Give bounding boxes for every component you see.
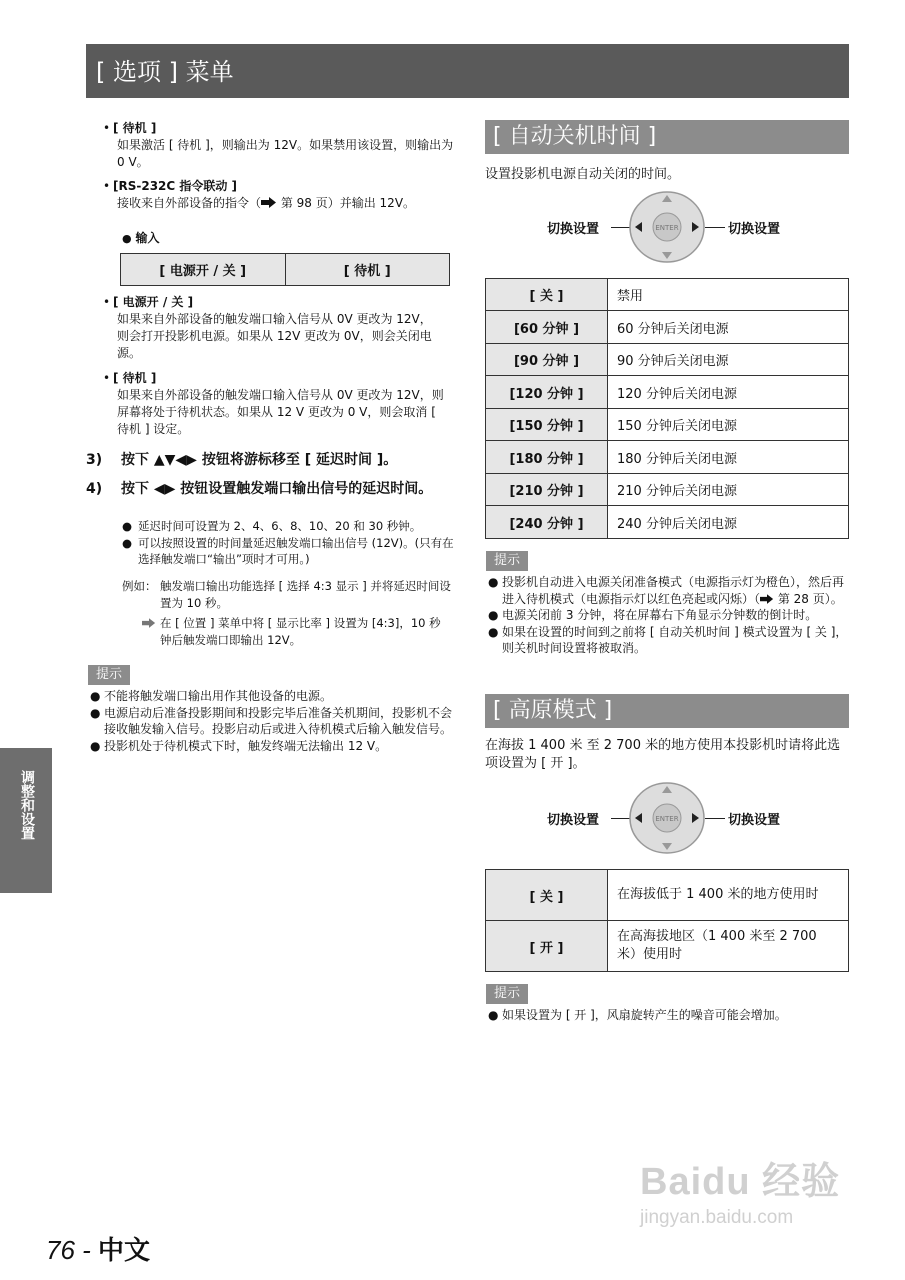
switch-setting-left: 切换设置 xyxy=(547,222,600,237)
switch-setting-left: 切换设置 xyxy=(547,813,600,828)
step4-bullet: 可以按照设置的时间量延迟触发端口输出信号 (12V)。(只有在选择触发端口“输出”项时才可用。) xyxy=(138,535,454,566)
step4-bullets: ● 延迟时间可设置为 2、4、6、8、10、20 和 30 秒钟。 ● 可以按照设置的时间量延迟触发端口输出信号 (12V)。(只有在选择触发端口“输出”项时才可用。) xyxy=(122,519,454,566)
auto-off-title: [ 自动关机时间 ] xyxy=(485,120,849,154)
standby-item: • [ 待机 ] 如果激活 [ 待机 ]，则输出为 12V。如果禁用该设置，则输出为 0 V。 xyxy=(103,120,458,171)
standby2-item: • [ 待机 ] 如果来自外部设备的触发端口输入信号从 0V 更改为 12V，则屏幕将处于待机状态。如果从 12 V 更改为 0 V，则会取消 [ 待机 ] 设定。 xyxy=(103,370,458,438)
switch-setting-right: 切换设置 xyxy=(728,813,781,828)
input-table xyxy=(120,253,450,286)
rs232c-text-b: 第 98 页）并输出 12V。 xyxy=(277,196,416,210)
enter-label: ENTER xyxy=(655,224,679,232)
hint-item: ● 投影机自动进入电源关闭准备模式（电源指示灯为橙色），然后再进入待机模式（电源指示灯以红色亮起或闪烁）（ 第 28 页）。 xyxy=(488,575,845,606)
high-alt-table xyxy=(485,869,849,972)
standby2-text: 如果来自外部设备的触发端口输入信号从 0V 更改为 12V，则屏幕将处于待机状态。如果从 12 V 更改为 0 V，则会取消 [ 待机 ] 设定。 xyxy=(117,388,444,436)
switch-setting-right: 切换设置 xyxy=(728,222,781,237)
hint-list-auto-off xyxy=(486,574,848,657)
table-row: [120 分钟 ] 120 分钟后关闭电源 xyxy=(486,376,849,409)
rs232c-item: • [RS-232C 指令联动 ] 接收来自外部设备的指令（ 第 98 页）并输出 12V。 xyxy=(103,179,416,210)
page-title: [ 选项 ] 菜单 xyxy=(96,58,234,86)
hint-item: ● 电源启动后准备投影期间和投影完毕后准备关机期间，投影机不会接收触发输入信号。投影启动后或进入待机模式后输入触发信号。 xyxy=(90,705,453,736)
hint-label-left: 提示 xyxy=(88,665,130,685)
example-block xyxy=(122,578,458,648)
step-4: 4) 按下 ◀▶ 按钮设置触发端口输出信号的延迟时间。 xyxy=(86,481,433,497)
power-onoff-text: 如果来自外部设备的触发端口输入信号从 0V 更改为 12V，则会打开投影机电源。如果从 12V 更改为 0V，则会关闭电源。 xyxy=(117,312,432,360)
side-tab-label: 调整和设置 xyxy=(19,770,35,840)
watermark-brand: Baidu 经验 xyxy=(640,1161,841,1203)
table-row: [60 分钟 ] 60 分钟后关闭电源 xyxy=(486,311,849,344)
high-alt-desc: 在海拔 1 400 米 至 2 700 米的地方使用本投影机时请将此选项设置为 [ 开 ]。 xyxy=(485,738,841,771)
hint-item: ● 如果在设置的时间到之前将 [ 自动关机时间 ] 模式设置为 [ 关 ]，则关机时间设置将被取消。 xyxy=(488,624,848,655)
auto-off-desc: 设置投影机电源自动关闭的时间。 xyxy=(485,167,681,182)
example-note: 在 [ 位置 ] 菜单中将 [ 显示比率 ] 设置为 [4:3]，10 秒钟后触发端口即输出 12V。 xyxy=(160,616,441,647)
step-3: 3) 按下 ▲▼◀▶ 按钮将游标移至 [ 延迟时间 ]。 xyxy=(86,452,398,468)
table-row: [ 关 ] 禁用 xyxy=(486,279,849,311)
table-row: [150 分钟 ] 150 分钟后关闭电源 xyxy=(486,409,849,441)
high-alt-dpad xyxy=(485,777,849,859)
table-row: [ 开 ] 在高海拔地区（1 400 米至 2 700 米）使用时 xyxy=(486,921,849,972)
connector-line xyxy=(705,227,725,228)
arrow-right-icon xyxy=(261,197,277,208)
table-row: [180 分钟 ] 180 分钟后关闭电源 xyxy=(486,441,849,474)
example-prefix: 例如： xyxy=(122,579,157,593)
dpad-icon xyxy=(627,189,707,265)
hint-list-high-alt xyxy=(486,1007,848,1024)
table-row: [210 分钟 ] 210 分钟后关闭电源 xyxy=(486,474,849,506)
hint-item: ● 如果设置为 [ 开 ]，风扇旋转产生的噪音可能会增加。 xyxy=(488,1008,787,1022)
auto-off-table xyxy=(485,278,849,539)
enter-label: ENTER xyxy=(655,815,679,823)
table-row: [240 分钟 ] 240 分钟后关闭电源 xyxy=(486,506,849,539)
arrow-right-icon xyxy=(760,594,774,604)
power-onoff-label: [ 电源开 / 关 ] xyxy=(113,295,194,309)
hint-item: ● 投影机处于待机模式下时，触发终端无法输出 12 V。 xyxy=(90,738,388,753)
rs232c-text-a: 接收来自外部设备的指令（ xyxy=(117,196,262,210)
connector-line xyxy=(705,818,725,819)
standby2-label: [ 待机 ] xyxy=(113,371,157,385)
high-alt-title: [ 高原模式 ] xyxy=(485,694,849,728)
arrow-right-icon xyxy=(142,618,156,628)
step4-bullet: 延迟时间可设置为 2、4、6、8、10、20 和 30 秒钟。 xyxy=(138,519,422,533)
watermark-url: jingyan.baidu.com xyxy=(640,1207,794,1228)
hint-item: ● 电源关闭前 3 分钟，将在屏幕右下角显示分钟数的倒计时。 xyxy=(488,608,818,622)
hint-item: ● 不能将触发端口输出用作其他设备的电源。 xyxy=(90,689,333,703)
dpad-icon xyxy=(627,780,707,856)
standby-label: [ 待机 ] xyxy=(113,121,157,135)
table-row: [90 分钟 ] 90 分钟后关闭电源 xyxy=(486,344,849,376)
input-cell-power: [ 电源开 / 关 ] xyxy=(121,254,286,286)
input-heading: ● 输入 xyxy=(122,231,160,245)
table-row: [ 关 ] 在海拔低于 1 400 米的地方使用时 xyxy=(486,870,849,921)
auto-off-dpad xyxy=(485,186,849,268)
power-onoff-item: • [ 电源开 / 关 ] 如果来自外部设备的触发端口输入信号从 0V 更改为 12V，则会打开投影机电源。如果从 12V 更改为 0V，则会关闭电源。 xyxy=(103,295,432,360)
page-number: 76 - 中文 xyxy=(46,1235,151,1265)
hint-list-left xyxy=(88,688,458,754)
hint-label-high-alt: 提示 xyxy=(486,984,528,1004)
example-text: 触发端口输出功能选择 [ 选择 4:3 显示 ] 并将延迟时间设置为 10 秒。 xyxy=(160,579,451,610)
rs232c-label: [RS-232C 指令联动 ] xyxy=(113,179,238,193)
hint-label-auto-off: 提示 xyxy=(486,551,528,571)
watermark xyxy=(640,1150,840,1229)
input-cell-standby: [ 待机 ] xyxy=(285,254,450,286)
standby-text: 如果激活 [ 待机 ]，则输出为 12V。如果禁用该设置，则输出为 0 V。 xyxy=(117,138,454,169)
